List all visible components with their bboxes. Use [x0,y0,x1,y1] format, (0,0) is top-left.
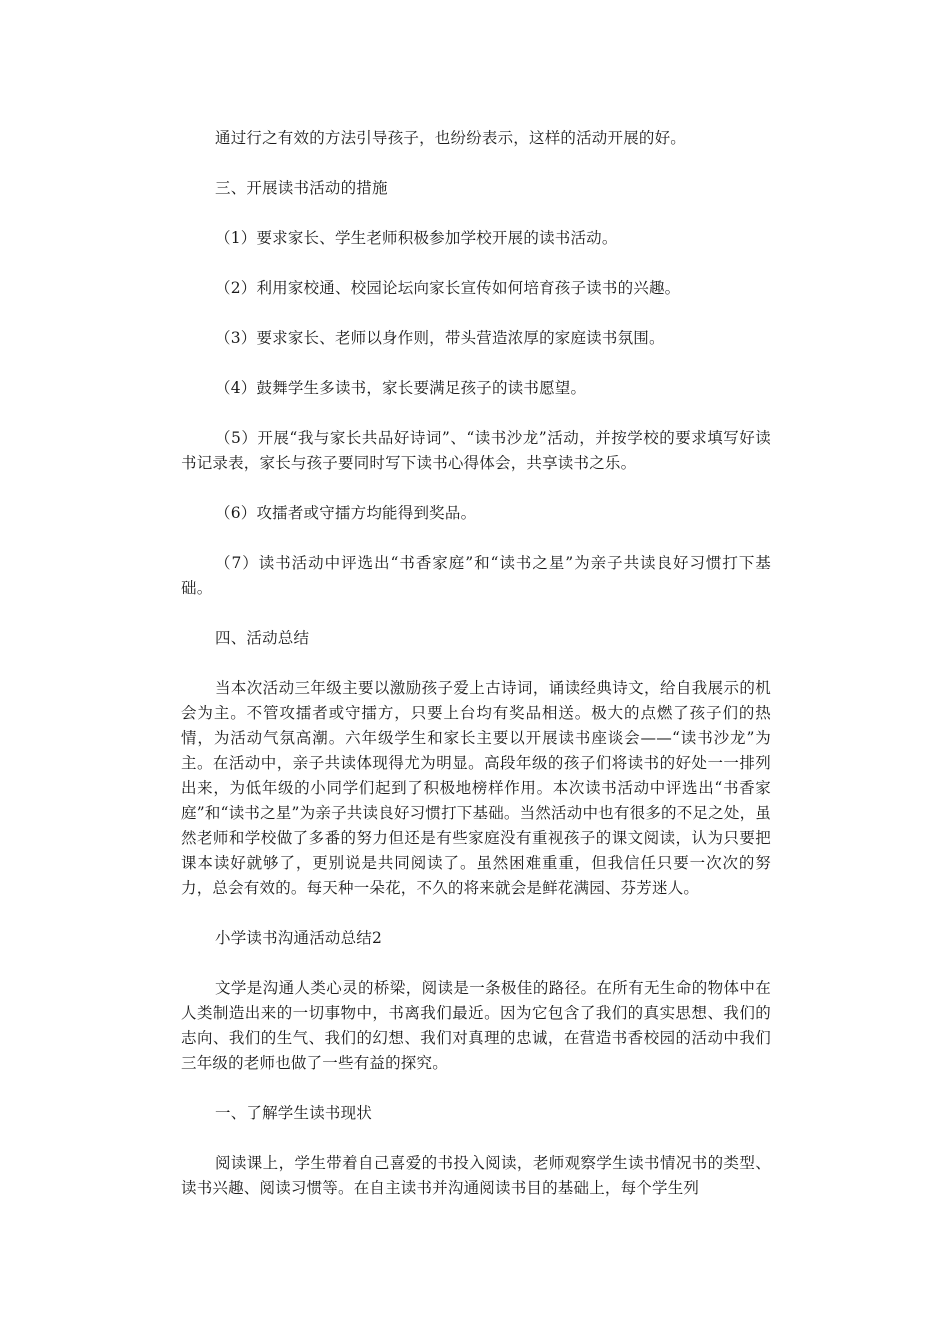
paragraph: 通过行之有效的方法引导孩子，也纷纷表示，这样的活动开展的好。 [215,129,687,147]
list-item: （1）要求家长、学生老师积极参加学校开展的读书活动。 [215,229,618,247]
list-item: （6）攻擂者或守擂方均能得到奖品。 [215,504,477,522]
list-item: （7）读书活动中评选出“书香家庭”和“读书之星”为亲子共读良好习惯打下基础。 [181,554,771,597]
paragraph: 当本次活动三年级主要以激励孩子爱上古诗词，诵读经典诗文，给自我展示的机会为主。不管攻擂者或守擂方，只要上台均有奖品相送。极大的点燃了孩子们的热情，为活动气氛高潮。六年级学生和家长主要以开展读书座谈会——“读书沙龙”为主。在活动中，亲子共读体现得尤为明显。高段年级的孩子们将读书的好处一一排列出来，为低年级的小同学们起到了积极地榜样作用。本次读书活动中评选出“书香家庭”和“读书之星”为亲子共读良好习惯打下基础。当然活动中也有很多的不足之处，虽然老师和学校做了多番的努力但还是有些家庭没有重视孩子的课文阅读，认为只要把课本读好就够了，更别说是共同阅读了。虽然困难重重，但我信任只要一次次的努力，总会有效的。每天种一朵花，不久的将来就会是鲜花满园、芬芳迷人。 [181,679,771,897]
list-item: （5）开展“我与家长共品好诗词”、“读书沙龙”活动，并按学校的要求填写好读书记录表，家长与孩子要同时写下读书心得体会，共享读书之乐。 [181,429,771,472]
article-title: 小学读书沟通活动总结2 [215,929,383,947]
list-item: （4）鼓舞学生多读书，家长要满足孩子的读书愿望。 [215,379,587,397]
paragraph: 阅读课上，学生带着自己喜爱的书投入阅读，老师观察学生读书情况书的类型、读书兴趣、阅读习惯等。在自主读书并沟通阅读书目的基础上，每个学生列 [181,1154,771,1197]
document-body [181,126,771,1226]
list-item: （3）要求家长、老师以身作则，带头营造浓厚的家庭读书氛围。 [215,329,665,347]
paragraph: 文学是沟通人类心灵的桥梁，阅读是一条极佳的路径。在所有无生命的物体中在人类制造出来的一切事物中，书离我们最近。因为它包含了我们的真实思想、我们的志向、我们的生气、我们的幻想、我们对真理的忠诚，在营造书香校园的活动中我们三年级的老师也做了一些有益的探究。 [181,979,771,1072]
section-heading: 一、了解学生读书现状 [215,1104,373,1122]
section-heading: 四、活动总结 [215,629,310,647]
list-item: （2）利用家校通、校园论坛向家长宣传如何培育孩子读书的兴趣。 [215,279,681,297]
section-heading: 三、开展读书活动的措施 [215,179,388,197]
